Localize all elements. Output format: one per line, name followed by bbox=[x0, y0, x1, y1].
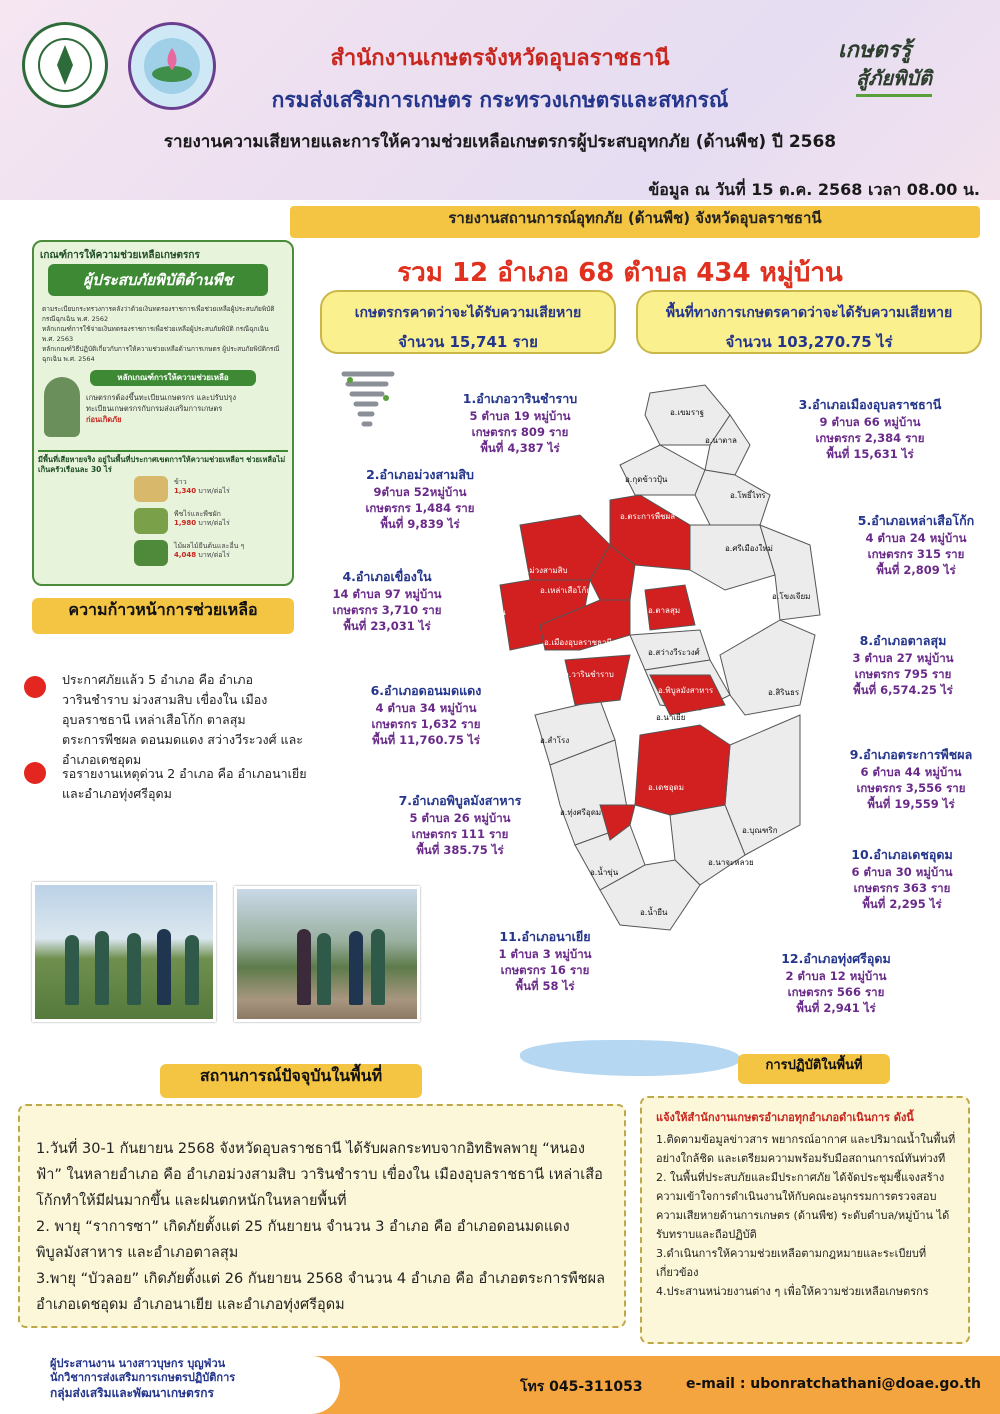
situation-item: 1.วันที่ 30-1 กันยายน 2568 จังหวัดอุบลราชธานี ได้รับผลกระทบจากอิทธิพลพายุ “หนองฟ้า” ในหลายอำเภอ คือ อำเภอม่วงสามสิบ วารินชำราบ เขื่องใน เมืองอุบลราชธานี เหล่าเสือโก้กทำให้มีฝนมากขึ้น และฝนตกหนักในหลายพื้นที่ bbox=[36, 1141, 603, 1209]
poster-rules bbox=[42, 304, 282, 364]
person-figure bbox=[317, 933, 331, 1005]
district-card bbox=[746, 950, 926, 1016]
person-figure bbox=[127, 933, 141, 1005]
operations-item: 1.ติดตามข้อมูลข่าวสาร พยากรณ์อากาศ และปริมาณน้ำในพื้นที่อย่างใกล้ชิด และเตรียมความพร้อมรับมือสถานการณ์ทันท่วงที bbox=[656, 1133, 956, 1165]
water-splash-icon bbox=[520, 1040, 740, 1076]
farmers-box bbox=[320, 290, 616, 354]
map-label: อ.สำโรง bbox=[540, 736, 570, 745]
district-area: พื้นที่ 6,574.25 ไร่ bbox=[853, 683, 953, 697]
phone-number: โทร 045-311053 bbox=[520, 1379, 643, 1395]
district-villages: 5 ตำบล 19 หมู่บ้าน bbox=[469, 409, 571, 423]
price-unit: บาท/ต่อไร่ bbox=[198, 487, 230, 495]
district-farmers: เกษตรกร 315 ราย bbox=[867, 547, 965, 561]
district-villages: 1 ตำบล 3 หมู่บ้าน bbox=[498, 947, 592, 961]
map-label: อ.เขมราฐ bbox=[670, 408, 705, 417]
district-card bbox=[312, 568, 462, 634]
progress-title: ความก้าวหน้าการช่วยเหลือ bbox=[32, 598, 294, 634]
district-farmers: เกษตรกร 3,710 ราย bbox=[332, 603, 442, 617]
email-link[interactable]: e-mail : ubonratchathani@doae.go.th bbox=[686, 1376, 982, 1392]
district-name: 6.อำเภอดอนมดแดง bbox=[370, 683, 482, 698]
district-farmers: เกษตรกร 2,384 ราย bbox=[815, 431, 925, 445]
map-label: อ.ม่วงสามสิบ bbox=[522, 566, 568, 575]
district-villages: 3 ตำบล 27 หมู่บ้าน bbox=[852, 651, 954, 665]
price-rate: 1,340 bbox=[174, 487, 197, 495]
poster-banner: ผู้ประสบภัยพิบัติด้านพืช bbox=[48, 264, 268, 296]
district-villages: 6 ตำบล 30 หมู่บ้าน bbox=[851, 865, 953, 879]
situation-item: 2. พายุ “ราการซา” เกิดภัยตั้งแต่ 25 กันยายน จำนวน 3 อำเภอ คือ อำเภอดอนมดแดง พิบูลมังสาหาร และอำเภอตาลสุม bbox=[36, 1219, 570, 1261]
district-name: 7.อำเภอพิบูลมังสาหาร bbox=[398, 793, 522, 808]
district-villages: 6 ตำบล 44 หมู่บ้าน bbox=[860, 765, 962, 779]
price-item bbox=[174, 510, 274, 528]
district-villages: 4 ตำบล 34 หมู่บ้าน bbox=[375, 701, 477, 715]
tree-icon bbox=[134, 540, 168, 566]
coordinator-group: กลุ่มส่งเสริมและพัฒนาเกษตรกร bbox=[50, 1386, 214, 1400]
map-region-det-udom bbox=[635, 725, 730, 815]
map-label: อ.วารินชำราบ bbox=[564, 670, 614, 679]
district-area: พื้นที่ 58 ไร่ bbox=[515, 979, 575, 993]
map-label: อ.พิบูลมังสาหาร bbox=[658, 686, 714, 695]
area-value: จำนวน 103,270.75 ไร่ bbox=[725, 333, 893, 351]
district-name: 9.อำเภอตระการพืชผล bbox=[849, 747, 973, 762]
brand-line-1: เกษตรรู้ bbox=[838, 38, 912, 63]
price-unit: บาท/ต่อไร่ bbox=[198, 519, 230, 527]
map-label: อ.กุดข้าวปุ้น bbox=[625, 475, 668, 484]
coordinator: ผู้ประสานงาน นางสาวบุษกร บุญฟ่วน bbox=[50, 1357, 226, 1370]
office-title: สำนักงานเกษตรจังหวัดอุบลราชธานี bbox=[330, 46, 670, 71]
price-crop: ข้าว bbox=[174, 478, 187, 486]
province-seal-icon bbox=[128, 22, 216, 110]
as-of-date: ข้อมูล ณ วันที่ 15 ต.ค. 2568 เวลา 08.00 น. bbox=[648, 180, 980, 199]
district-name: 5.อำเภอเหล่าเสือโก้ก bbox=[857, 513, 975, 528]
district-area: พื้นที่ 19,559 ไร่ bbox=[867, 797, 955, 811]
price-unit: บาท/ต่อไร่ bbox=[198, 551, 230, 559]
district-villages: 9ตำบล 52หมู่บ้าน bbox=[373, 485, 467, 499]
progress-item: รอรายงานเหตุด่วน 2 อำเภอ คือ อำเภอนาเยีย และอำเภอทุ่งศรีอุดม bbox=[62, 766, 307, 801]
registration-text bbox=[86, 392, 236, 425]
poster-sub-banner: หลักเกณฑ์การให้ความช่วยเหลือ bbox=[90, 370, 256, 386]
price-crop: ไม้ผลไม้ยืนต้นและอื่น ๆ bbox=[174, 542, 245, 550]
district-villages: 2 ตำบล 12 หมู่บ้าน bbox=[785, 969, 887, 983]
district-name: 8.อำเภอตาลสุม bbox=[859, 633, 947, 648]
map-label: อ.ทุ่งศรีอุดม bbox=[560, 808, 602, 817]
map-label: อ.น้ำขุ่น bbox=[590, 868, 619, 877]
district-farmers: เกษตรกร 566 ราย bbox=[787, 985, 885, 999]
farmers-value: จำนวน 15,741 ราย bbox=[398, 333, 538, 351]
district-area: พื้นที่ 2,941 ไร่ bbox=[796, 1001, 876, 1015]
district-area: พื้นที่ 4,387 ไร่ bbox=[480, 441, 560, 455]
district-name: 10.อำเภอเดชอุดม bbox=[851, 847, 953, 862]
situation-title: สถานการณ์ปัจจุบันในพื้นที่ bbox=[160, 1064, 422, 1098]
rice-icon bbox=[134, 476, 168, 502]
vegetable-icon bbox=[134, 508, 168, 534]
poster-title: เกณฑ์การให้ความช่วยเหลือเกษตรกร bbox=[40, 250, 200, 261]
poster-rule: หลักเกณฑ์วิธีปฏิบัติเกี่ยวกับการให้ความช่วยเหลือด้านการเกษตร ผู้ประสบภัยพิบัติกรณีฉุกเฉิน พ.ศ. 2564 bbox=[42, 345, 280, 363]
map-label: อ.นาตาล bbox=[705, 436, 737, 445]
map-label: อ.เดชอุดม bbox=[648, 783, 684, 792]
district-card bbox=[836, 512, 996, 578]
registration-body: เกษตรกรต้องขึ้นทะเบียนเกษตรกร และปรับปรุงทะเบียนเกษตรกรกับกรมส่งเสริมการเกษตร bbox=[86, 393, 236, 413]
district-farmers: เกษตรกร 1,484 ราย bbox=[365, 501, 475, 515]
situation-box bbox=[18, 1104, 626, 1328]
operations-item: 4.ประสานหน่วยงานต่าง ๆ เพื่อให้ความช่วยเหลือเกษตรกร bbox=[656, 1285, 929, 1298]
district-villages: 4 ตำบล 24 หมู่บ้าน bbox=[865, 531, 967, 545]
district-farmers: เกษตรกร 1,632 ราย bbox=[371, 717, 481, 731]
person-figure bbox=[349, 931, 363, 1005]
report-title: รายงานความเสียหายและการให้ความช่วยเหลือเกษตรกรผู้ประสบอุทกภัย (ด้านพืช) ปี 2568 bbox=[163, 132, 837, 152]
poster-strip: มีพื้นที่เสียหายจริง อยู่ในพื้นที่ประกาศเขตการให้ความช่วยเหลือฯ ช่วยเหลือไม่เกินครัวเรือนละ 30 ไร่ bbox=[38, 450, 288, 475]
price-rate: 4,048 bbox=[174, 551, 197, 559]
map-region-sirindhorn bbox=[720, 620, 815, 715]
map-label: อ.เหล่าเสือโก้ก bbox=[540, 586, 592, 595]
district-area: พื้นที่ 15,631 ไร่ bbox=[826, 447, 914, 461]
district-farmers: เกษตรกร 3,556 ราย bbox=[856, 781, 966, 795]
map-label: อ.นาเยีย bbox=[656, 713, 686, 722]
district-villages: 9 ตำบล 66 หมู่บ้าน bbox=[819, 415, 921, 429]
map-label: อ.น้ำยืน bbox=[640, 908, 668, 917]
price-item bbox=[174, 542, 274, 560]
operations-title: การปฏิบัติในพื้นที่ bbox=[738, 1054, 890, 1084]
district-card bbox=[330, 466, 510, 532]
department-title: กรมส่งเสริมการเกษตร กระทรวงเกษตรและสหกรณ์ bbox=[271, 88, 729, 112]
district-area: พื้นที่ 2,295 ไร่ bbox=[862, 897, 942, 911]
district-area: พื้นที่ 385.75 ไร่ bbox=[416, 843, 504, 857]
map-label: อ.ตระการพืชผล bbox=[620, 512, 676, 521]
district-name: 1.อำเภอวารินชำราบ bbox=[462, 391, 578, 406]
map-label: อ.สิรินธร bbox=[768, 688, 800, 697]
map-region-si-mueang-mai bbox=[690, 525, 775, 590]
price-crop: พืชไร่และพืชผัก bbox=[174, 510, 221, 518]
district-name: 3.อำเภอเมืองอุบลราชธานี bbox=[798, 397, 942, 412]
brand-line-2: สู้ภัยพิบัติ bbox=[856, 62, 932, 97]
province-map bbox=[472, 385, 820, 950]
red-dot-icon bbox=[24, 762, 46, 784]
map-label: อ.บุณฑริก bbox=[742, 826, 778, 835]
map-label: อ.ศรีเมืองใหม่ bbox=[725, 544, 773, 553]
district-farmers: เกษตรกร 16 ราย bbox=[500, 963, 590, 977]
area-box bbox=[636, 290, 982, 354]
farmer-icon bbox=[44, 377, 80, 437]
person-figure bbox=[157, 929, 171, 1005]
farmers-label: เกษตรกรคาดว่าจะได้รับความเสียหาย bbox=[354, 305, 582, 321]
price-rate: 1,980 bbox=[174, 519, 197, 527]
coordinator-position: นักวิชาการส่งเสริมการเกษตรปฏิบัติการ bbox=[50, 1371, 236, 1384]
district-card bbox=[816, 846, 988, 912]
district-farmers: เกษตรกร 795 ราย bbox=[854, 667, 952, 681]
tornado-icon bbox=[340, 368, 396, 440]
person-figure bbox=[297, 929, 311, 1005]
person-figure bbox=[185, 935, 199, 1005]
progress-item: ประกาศภัยแล้ว 5 อำเภอ คือ อำเภอวารินชำราบ ม่วงสามสิบ เขื่องใน เมืองอุบลราชธานี เหล่าเสือโก้ก ตาลสุม ตระการพืชผล ดอนมดแดง สว่างวีระวงศ์ และอำเภอเดชอุดม bbox=[62, 672, 303, 767]
district-farmers: เกษตรกร 809 ราย bbox=[471, 425, 569, 439]
district-farmers: เกษตรกร 111 ราย bbox=[411, 827, 509, 841]
registration-highlight: ก่อนเกิดภัย bbox=[86, 415, 122, 424]
ministry-seal-icon bbox=[22, 22, 108, 108]
map-label: อ.สว่างวีระวงศ์ bbox=[648, 648, 700, 657]
map-label: อ.เขื่องใน bbox=[472, 608, 506, 617]
brand-logo bbox=[826, 30, 976, 94]
poster-rule: หลักเกณฑ์การใช้จ่ายเงินทดรองราชการเพื่อช่วยเหลือผู้ประสบภัยพิบัติ กรณีฉุกเฉิน พ.ศ. 2563 bbox=[42, 325, 269, 343]
field-photo-2 bbox=[234, 886, 420, 1022]
map-region-warin bbox=[565, 655, 630, 705]
district-name: 12.อำเภอทุ่งศรีอุดม bbox=[781, 951, 891, 966]
district-name: 2.อำเภอม่วงสามสิบ bbox=[366, 467, 474, 482]
district-villages: 5 ตำบล 26 หมู่บ้าน bbox=[409, 811, 511, 825]
person-figure bbox=[65, 935, 79, 1005]
district-name: 4.อำเภอเขื่องใน bbox=[342, 569, 432, 584]
district-area: พื้นที่ 23,031 ไร่ bbox=[343, 619, 431, 633]
operations-heading: แจ้งให้สำนักงานเกษตรอำเภอทุกอำเภอดำเนินการ ดังนี้ bbox=[656, 1111, 914, 1124]
situation-item: 3.พายุ “บัวลอย” เกิดภัยตั้งแต่ 26 กันยายน 2568 จำนวน 4 อำเภอ คือ อำเภอตระการพืชผล อำเภอเดชอุดม อำเภอนาเยีย และอำเภอทุ่งศรีอุดม bbox=[36, 1271, 606, 1313]
poster-rule: ตามระเบียบกระทรวงการคลังว่าด้วยเงินทดรองราชการเพื่อช่วยเหลือผู้ประสบภัยพิบัติกรณีฉุกเฉิน พ.ศ. 2562 bbox=[42, 305, 275, 323]
district-card bbox=[826, 746, 996, 812]
map-region-kut-khaopun bbox=[620, 445, 705, 495]
map-label: อ.ตาลสุม bbox=[648, 606, 681, 615]
district-farmers: เกษตรกร 363 ราย bbox=[853, 881, 951, 895]
person-figure bbox=[95, 931, 109, 1005]
red-dot-icon bbox=[24, 676, 46, 698]
criteria-poster bbox=[32, 240, 294, 586]
district-card bbox=[346, 682, 506, 748]
map-label: อ.เมืองอุบลราชธานี bbox=[544, 638, 612, 647]
map-label: อ.โพธิ์ไทร bbox=[730, 491, 766, 500]
district-area: พื้นที่ 2,809 ไร่ bbox=[876, 563, 956, 577]
district-area: พื้นที่ 9,839 ไร่ bbox=[380, 517, 460, 531]
price-item bbox=[174, 478, 274, 496]
district-villages: 14 ตำบล 97 หมู่บ้าน bbox=[332, 587, 442, 601]
map-label: อ.โขงเจียม bbox=[772, 592, 811, 601]
district-card bbox=[828, 632, 978, 698]
operations-item: 2. ในพื้นที่ประสบภัยและมีประกาศภัย ได้จัดประชุมชี้แจงสร้างความเข้าใจการดำเนินงานให้กับคณะอนุกรรมการตรวจสอบความเสียหายด้านการเกษตร (ด้านพืช) ระดับตำบล/หมู่บ้าน ได้รับทราบและถือปฏิบัติ bbox=[656, 1171, 950, 1241]
operations-item: 3.ดำเนินการให้ความช่วยเหลือตามกฎหมายและระเบียบที่เกี่ยวข้อง bbox=[656, 1247, 927, 1279]
total-summary: รวม 12 อำเภอ 68 ตำบล 434 หมู่บ้าน bbox=[397, 258, 843, 288]
district-name: 11.อำเภอนาเยีย bbox=[499, 929, 591, 944]
field-photo-1 bbox=[32, 882, 216, 1022]
operations-box bbox=[640, 1096, 970, 1344]
area-label: พื้นที่ทางการเกษตรคาดว่าจะได้รับความเสียหาย bbox=[665, 305, 953, 321]
district-area: พื้นที่ 11,760.75 ไร่ bbox=[372, 733, 480, 747]
map-label: อ.นาจะหลวย bbox=[708, 858, 754, 867]
situation-bar: รายงานสถานการณ์อุทกภัย (ด้านพืช) จังหวัดอุบลราชธานี bbox=[290, 206, 980, 238]
person-figure bbox=[371, 929, 385, 1005]
